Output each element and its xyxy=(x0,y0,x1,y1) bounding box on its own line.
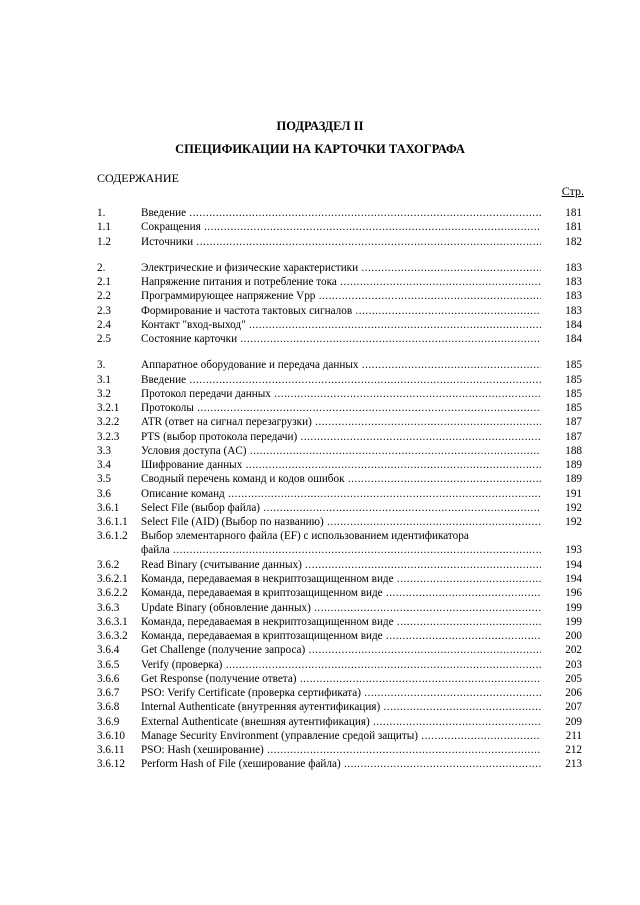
toc-entry-number: 1.2 xyxy=(97,235,111,248)
toc-entry-page: 209 xyxy=(565,715,582,728)
toc-entry-title: Программирующее напряжение Vpp ..... xyxy=(141,289,541,303)
toc-entry-title: Manage Security Environment (управление средой защиты) ..... xyxy=(141,729,541,743)
toc-entry-number: 3.6.9 xyxy=(97,715,120,728)
toc-entry-title: Select File (выбор файла) ..... xyxy=(141,501,541,515)
toc-entry-title: Verify (проверка) ..... xyxy=(141,658,541,672)
toc-entry-title: Состояние карточки ..... xyxy=(141,332,541,346)
toc-entry-title: Команда, передаваемая в криптозащищенном виде ..... xyxy=(141,586,541,600)
toc-entry-page: 188 xyxy=(565,444,582,457)
toc-entry-page: 185 xyxy=(565,402,582,414)
section-heading: ПОДРАЗДЕЛ II xyxy=(276,119,364,133)
toc-entry-page: 192 xyxy=(565,516,582,528)
contents-label: СОДЕРЖАНИЕ xyxy=(97,171,179,185)
toc-entry-title: PSO: Verify Certificate (проверка сертификата) ..... xyxy=(141,686,541,700)
toc-entry[interactable] xyxy=(0,629,640,643)
toc-entry-number: 2.5 xyxy=(97,333,111,345)
toc-entry-page: 206 xyxy=(565,687,582,699)
toc-entry-number: 3.6.7 xyxy=(97,687,120,699)
toc-entry-title: Perform Hash of File (хеширование файла) ..... xyxy=(141,757,541,771)
toc-entry-title: Шифрование данных ..... xyxy=(141,458,541,472)
toc-entry-number: 3.2.2 xyxy=(97,416,120,429)
toc-entry[interactable] xyxy=(0,515,640,529)
toc-entry[interactable] xyxy=(0,387,640,401)
toc-entry-title: файла ..... xyxy=(141,543,541,557)
toc-entry[interactable] xyxy=(0,572,640,586)
toc-entry[interactable] xyxy=(0,332,640,346)
toc-entry-page: 181 xyxy=(565,221,582,234)
toc-entry-number: 3.6.11 xyxy=(97,744,125,756)
toc-entry-title: Internal Authenticate (внутренняя аутентификация) ..... xyxy=(141,700,541,714)
toc-entry[interactable] xyxy=(0,729,640,743)
toc-entry-number: 2.3 xyxy=(97,304,111,317)
toc-entry-title: Введение ..... xyxy=(141,373,541,387)
toc-entry[interactable] xyxy=(0,220,640,234)
toc-entry[interactable] xyxy=(0,686,640,700)
toc-entry[interactable] xyxy=(0,358,640,372)
document-title: СПЕЦИФИКАЦИИ НА КАРТОЧКИ ТАХОГРАФА xyxy=(175,142,465,156)
toc-entry[interactable] xyxy=(0,757,640,771)
toc-entry[interactable] xyxy=(0,206,640,220)
toc-entry[interactable] xyxy=(0,658,640,672)
toc-entry-page: 184 xyxy=(565,333,582,345)
toc-entry-title: Select File (AID) (Выбор по названию) ..... xyxy=(141,515,541,529)
toc-entry-number: 3.4 xyxy=(97,459,111,471)
toc-entry-page: 183 xyxy=(565,261,582,274)
toc-entry-page: 196 xyxy=(565,587,582,600)
toc-entry-number: 3.6.12 xyxy=(97,758,125,771)
toc-entry-title: Источники ..... xyxy=(141,235,541,249)
toc-entry-title: Сводный перечень команд и кодов ошибок ..... xyxy=(141,472,541,486)
toc-entry[interactable] xyxy=(0,643,640,657)
toc-entry[interactable] xyxy=(0,458,640,472)
toc-entry-page: 203 xyxy=(565,658,582,671)
toc-entry-title: Get Challenge (получение запроса) ..... xyxy=(141,643,541,657)
toc-entry[interactable] xyxy=(0,615,640,629)
toc-entry[interactable] xyxy=(0,235,640,249)
toc-entry-number: 3.2.3 xyxy=(97,430,120,443)
toc-entry[interactable] xyxy=(0,261,640,275)
toc-entry-page: 183 xyxy=(565,276,582,288)
toc-entry[interactable] xyxy=(0,289,640,303)
toc-entry-page: 185 xyxy=(565,387,582,400)
toc-entry-number: 3.6.10 xyxy=(97,729,125,742)
toc-entry[interactable] xyxy=(0,743,640,757)
toc-entry-title: ATR (ответ на сигнал перезагрузки) ..... xyxy=(141,415,541,429)
toc-entry-number: 1. xyxy=(97,207,106,219)
toc-entry-number: 2.2 xyxy=(97,290,111,303)
toc-entry-number: 3.6.2.1 xyxy=(97,573,128,585)
toc-entry-page: 194 xyxy=(565,573,582,585)
toc-entry[interactable] xyxy=(0,275,640,289)
toc-entry-title: Контакт "вход-выход" ..... xyxy=(141,318,541,332)
toc-entry-page: 185 xyxy=(565,373,582,386)
toc-entry[interactable] xyxy=(0,501,640,515)
toc-entry[interactable] xyxy=(0,586,640,600)
toc-entry-page: 183 xyxy=(565,290,582,303)
toc-entry-number: 3.6.3 xyxy=(97,601,120,614)
toc-entry-page: 205 xyxy=(565,672,582,685)
toc-entry-title: Описание команд ..... xyxy=(141,487,541,501)
toc-entry-number: 2. xyxy=(97,261,106,274)
toc-entry-title: Команда, передаваемая в некриптозащищенном виде ..... xyxy=(141,572,541,586)
toc-entry-number: 3. xyxy=(97,359,106,372)
toc-entry-page: 189 xyxy=(565,459,582,471)
toc-entry-number: 3.6.2.2 xyxy=(97,587,128,600)
toc-entry-title: Команда, передаваемая в криптозащищенном виде ..... xyxy=(141,629,541,643)
toc-entry[interactable] xyxy=(0,415,640,429)
toc-entry-title: Сокращения ..... xyxy=(141,220,541,234)
toc-entry-number: 3.6.6 xyxy=(97,672,120,685)
toc-entry-page: 185 xyxy=(565,359,582,372)
toc-entry-number: 3.2.1 xyxy=(97,402,120,414)
toc-entry[interactable] xyxy=(0,529,640,558)
toc-entry-number: 3.6.8 xyxy=(97,701,120,714)
toc-entry[interactable] xyxy=(0,672,640,686)
toc-entry-number: 3.6.1.1 xyxy=(97,516,128,528)
toc-entry-title: Формирование и частота тактовых сигналов ..... xyxy=(141,304,541,318)
toc-entry-page: 213 xyxy=(565,758,582,771)
toc-entry-number: 3.5 xyxy=(97,473,111,486)
toc-entry[interactable] xyxy=(0,304,640,318)
toc-entry-page: 211 xyxy=(565,729,582,742)
toc-entry-title: Аппаратное оборудование и передача данных ..... xyxy=(141,358,541,372)
toc-entry-page: 192 xyxy=(565,501,582,514)
toc-entry-title: Введение ..... xyxy=(141,206,541,220)
toc-entry[interactable] xyxy=(0,487,640,501)
toc-entry-number: 1.1 xyxy=(97,221,111,234)
toc-entry[interactable] xyxy=(0,700,640,714)
toc-entry[interactable] xyxy=(0,558,640,572)
toc-entry-page: 194 xyxy=(565,558,582,571)
toc-entry-title: PSO: Hash (хеширование) ..... xyxy=(141,743,541,757)
toc-entry-page: 182 xyxy=(565,235,582,248)
toc-entry-page: 212 xyxy=(565,744,582,756)
toc-entry[interactable] xyxy=(0,373,640,387)
toc-entry-number: 3.6.1.2 xyxy=(97,530,128,543)
toc-entry-title: External Authenticate (внешняя аутентификация) ..... xyxy=(141,715,541,729)
toc-entry-number: 3.6.4 xyxy=(97,644,120,657)
toc-entry-title: PTS (выбор протокола передачи) ..... xyxy=(141,430,541,444)
toc-entry-page: 184 xyxy=(565,318,582,331)
page-column-label: Стр. xyxy=(561,184,584,198)
toc-entry-number: 3.3 xyxy=(97,444,111,457)
toc-entry[interactable] xyxy=(0,601,640,615)
toc-entry-title: Протоколы ..... xyxy=(141,401,541,415)
toc-entry-title: Протокол передачи данных ..... xyxy=(141,387,541,401)
toc-entry-page: 200 xyxy=(565,630,582,642)
toc-entry-page: 191 xyxy=(565,487,582,500)
table-of-contents xyxy=(0,206,640,772)
toc-entry-number: 3.1 xyxy=(97,373,111,386)
toc-entry-title: Update Binary (обновление данных) ..... xyxy=(141,601,541,615)
toc-entry-title: Команда, передаваемая в некриптозащищенном виде ..... xyxy=(141,615,541,629)
toc-entry-title: Электрические и физические характеристики ..... xyxy=(141,261,541,275)
toc-entry[interactable] xyxy=(0,444,640,458)
toc-entry-number: 2.4 xyxy=(97,318,111,331)
toc-entry-page: 189 xyxy=(565,473,582,486)
toc-entry-number: 2.1 xyxy=(97,276,111,288)
toc-entry-title: Read Binary (считывание данных) ..... xyxy=(141,558,541,572)
toc-entry-number: 3.6.5 xyxy=(97,658,120,671)
toc-entry[interactable] xyxy=(0,318,640,332)
toc-entry-number: 3.2 xyxy=(97,387,111,400)
toc-entry-page: 199 xyxy=(565,601,582,614)
toc-entry[interactable] xyxy=(0,430,640,444)
toc-entry-page: 193 xyxy=(565,544,582,557)
toc-entry-title: Get Response (получение ответа) ..... xyxy=(141,672,541,686)
toc-entry[interactable] xyxy=(0,401,640,415)
toc-entry-page: 183 xyxy=(565,304,582,317)
toc-entry-page: 187 xyxy=(565,430,582,443)
toc-entry-page: 207 xyxy=(565,701,582,714)
toc-entry[interactable] xyxy=(0,715,640,729)
toc-entry-number: 3.6.1 xyxy=(97,501,120,514)
toc-entry-title: Условия доступа (AC) ..... xyxy=(141,444,541,458)
toc-entry-number: 3.6 xyxy=(97,487,111,500)
toc-entry-title: Напряжение питания и потребление тока ..... xyxy=(141,275,541,289)
toc-entry-page: 181 xyxy=(565,207,582,219)
toc-entry-number: 3.6.3.2 xyxy=(97,630,128,642)
toc-entry-number: 3.6.2 xyxy=(97,558,120,571)
toc-entry-page: 202 xyxy=(565,644,582,657)
toc-entry-page: 199 xyxy=(565,615,582,628)
toc-entry[interactable] xyxy=(0,472,640,486)
toc-entry-title-line1: Выбор элементарного файла (EF) с использованием идентификатора xyxy=(141,530,469,543)
toc-entry-page: 187 xyxy=(565,416,582,429)
toc-entry-number: 3.6.3.1 xyxy=(97,615,128,628)
